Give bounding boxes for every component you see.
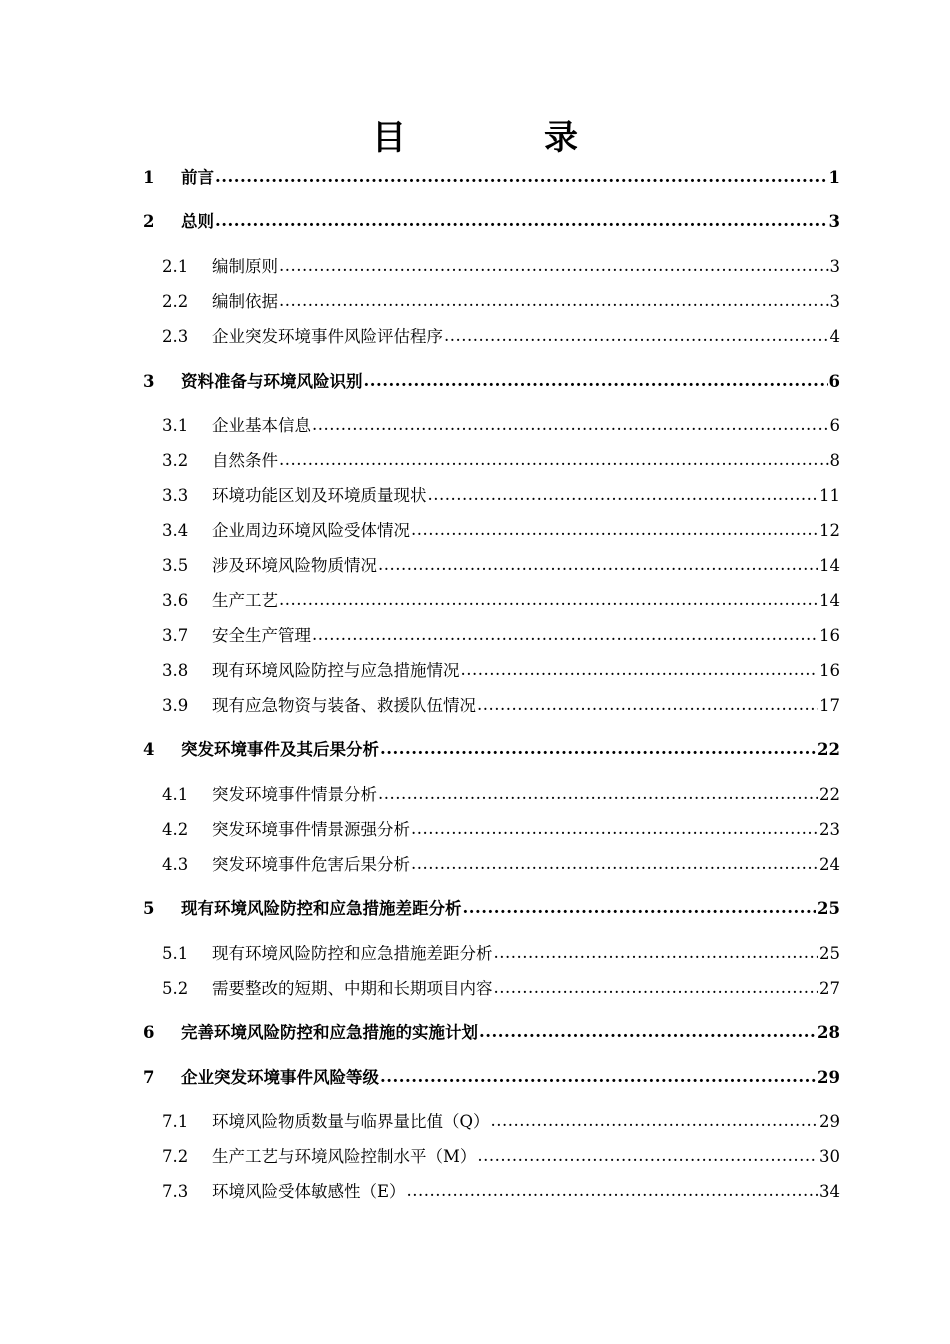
- dot-leader: [378, 782, 818, 806]
- toc-entry-page-number: 12: [819, 521, 840, 540]
- dot-leader: [411, 852, 818, 876]
- toc-entry-label: 环境风险物质数量与临界量比值（Q）: [212, 1112, 490, 1131]
- toc-entry-number: 7: [143, 1068, 155, 1087]
- toc-entry-number: 2.1: [162, 257, 189, 276]
- toc-entry-number: 4.3: [162, 855, 189, 874]
- toc-entry-label: 企业基本信息: [212, 416, 311, 435]
- toc-entry-page-number: 25: [819, 944, 840, 963]
- dot-leader: [279, 289, 829, 313]
- toc-entry-7-3[interactable]: [140, 1180, 840, 1204]
- dot-leader: [364, 369, 828, 393]
- toc-entry-page-number: 24: [819, 855, 840, 874]
- dot-leader: [380, 1065, 816, 1089]
- toc-entry-4[interactable]: [140, 738, 840, 762]
- dot-leader: [491, 1109, 818, 1133]
- toc-entry-3-4[interactable]: [140, 519, 840, 543]
- dot-leader: [378, 553, 818, 577]
- toc-entry-label: 编制依据: [212, 292, 278, 311]
- toc-entry-3-1[interactable]: [140, 414, 840, 438]
- dot-leader: [407, 1179, 818, 1203]
- toc-entry-4-1[interactable]: [140, 783, 840, 807]
- toc-entry-page-number: 6: [829, 416, 840, 435]
- toc-entry-number: 3: [143, 372, 155, 391]
- toc-entry-label: 自然条件: [212, 451, 278, 470]
- toc-entry-page-number: 23: [819, 820, 840, 839]
- dot-leader: [411, 817, 818, 841]
- toc-entry-label: 前言: [181, 168, 214, 187]
- dot-leader: [477, 1144, 818, 1168]
- toc-entry-number: 6: [143, 1023, 155, 1042]
- toc-entry-number: 5: [143, 899, 155, 918]
- toc-entry-label: 需要整改的短期、中期和长期项目内容: [212, 979, 493, 998]
- toc-entry-label: 环境功能区划及环境质量现状: [212, 486, 427, 505]
- toc-entry-page-number: 17: [819, 696, 840, 715]
- toc-entry-3-7[interactable]: [140, 624, 840, 648]
- toc-entry-number: 2.2: [162, 292, 189, 311]
- dot-leader: [279, 588, 818, 612]
- toc-entry-number: 1: [143, 168, 155, 187]
- toc-entry-label: 企业突发环境事件风险等级: [181, 1068, 379, 1087]
- toc-entry-page-number: 22: [817, 740, 840, 759]
- toc-entry-3[interactable]: [140, 370, 840, 394]
- toc-entry-7-1[interactable]: [140, 1110, 840, 1134]
- toc-entry-number: 3.2: [162, 451, 189, 470]
- toc-entry-page-number: 22: [819, 785, 840, 804]
- toc-entry-page-number: 1: [828, 168, 840, 187]
- toc-entry-page-number: 11: [819, 486, 840, 505]
- toc-entry-page-number: 14: [819, 591, 840, 610]
- toc-title: 目 录: [372, 118, 630, 158]
- toc-entry-page-number: 3: [828, 212, 840, 231]
- toc-entry-number: 3.7: [162, 626, 189, 645]
- toc-entry-page-number: 25: [817, 899, 840, 918]
- toc-entry-label: 涉及环境风险物质情况: [212, 556, 377, 575]
- dot-leader: [380, 737, 816, 761]
- toc-entry-number: 4.1: [162, 785, 189, 804]
- dot-leader: [411, 518, 818, 542]
- toc-entry-number: 3.4: [162, 521, 189, 540]
- dot-leader: [479, 1020, 816, 1044]
- toc-entry-label: 现有环境风险防控和应急措施差距分析: [212, 944, 493, 963]
- dot-leader: [444, 324, 829, 348]
- toc-entry-2[interactable]: [140, 210, 840, 234]
- toc-entry-number: 4.2: [162, 820, 189, 839]
- dot-leader: [428, 483, 819, 507]
- toc-entry-6[interactable]: [140, 1021, 840, 1045]
- toc-entry-1[interactable]: [140, 166, 840, 190]
- toc-entry-3-9[interactable]: [140, 694, 840, 718]
- toc-entry-label: 突发环境事件情景分析: [212, 785, 377, 804]
- toc-entry-page-number: 34: [819, 1182, 840, 1201]
- toc-entry-number: 5.1: [162, 944, 189, 963]
- toc-entry-page-number: 14: [819, 556, 840, 575]
- toc-entry-number: 5.2: [162, 979, 189, 998]
- toc-entry-page-number: 29: [819, 1112, 840, 1131]
- toc-entry-page-number: 8: [829, 451, 840, 470]
- toc-entry-label: 资料准备与环境风险识别: [181, 372, 363, 391]
- toc-entry-label: 生产工艺与环境风险控制水平（M）: [212, 1147, 477, 1166]
- toc-entry-label: 生产工艺: [212, 591, 278, 610]
- dot-leader: [477, 693, 818, 717]
- toc-entry-5-2[interactable]: [140, 977, 840, 1001]
- toc-entry-page-number: 6: [828, 372, 840, 391]
- toc-entry-number: 7.2: [162, 1147, 189, 1166]
- toc-entry-page-number: 30: [819, 1147, 840, 1166]
- toc-entry-page-number: 16: [819, 626, 840, 645]
- toc-entry-3-5[interactable]: [140, 554, 840, 578]
- toc-entry-number: 3.8: [162, 661, 189, 680]
- toc-entry-number: 4: [143, 740, 155, 759]
- toc-entry-number: 7.1: [162, 1112, 189, 1131]
- toc-entry-5-1[interactable]: [140, 942, 840, 966]
- toc-entry-number: 3.3: [162, 486, 189, 505]
- toc-entry-label: 突发环境事件及其后果分析: [181, 740, 379, 759]
- toc-entry-page-number: 3: [829, 257, 840, 276]
- dot-leader: [312, 413, 829, 437]
- toc-entry-4-2[interactable]: [140, 818, 840, 842]
- toc-entry-label: 现有应急物资与装备、救援队伍情况: [212, 696, 476, 715]
- dot-leader: [494, 941, 819, 965]
- toc-entry-number: 2.3: [162, 327, 189, 346]
- toc-entry-label: 突发环境事件危害后果分析: [212, 855, 410, 874]
- toc-entry-3-8[interactable]: [140, 659, 840, 683]
- toc-entry-5[interactable]: [140, 897, 840, 921]
- toc-entry-number: 3.6: [162, 591, 189, 610]
- toc-entry-label: 完善环境风险防控和应急措施的实施计划: [181, 1023, 478, 1042]
- dot-leader: [279, 448, 829, 472]
- toc-entry-number: 3.5: [162, 556, 189, 575]
- toc-entry-2-3[interactable]: [140, 325, 840, 349]
- toc-entry-label: 企业周边环境风险受体情况: [212, 521, 410, 540]
- toc-entry-page-number: 16: [819, 661, 840, 680]
- toc-entry-7-2[interactable]: [140, 1145, 840, 1169]
- toc-entry-2-2[interactable]: [140, 290, 840, 314]
- toc-entry-label: 企业突发环境事件风险评估程序: [212, 327, 443, 346]
- toc-entry-number: 3.1: [162, 416, 189, 435]
- toc-entry-label: 突发环境事件情景源强分析: [212, 820, 410, 839]
- toc-entry-7[interactable]: [140, 1066, 840, 1090]
- toc-entry-label: 现有环境风险防控和应急措施差距分析: [181, 899, 462, 918]
- toc-entry-3-2[interactable]: [140, 449, 840, 473]
- toc-entry-number: 3.9: [162, 696, 189, 715]
- toc-entry-page-number: 3: [829, 292, 840, 311]
- dot-leader: [461, 658, 819, 682]
- dot-leader: [312, 623, 818, 647]
- dot-leader: [215, 209, 828, 233]
- toc-entry-4-3[interactable]: [140, 853, 840, 877]
- toc-entry-label: 安全生产管理: [212, 626, 311, 645]
- toc-entry-page-number: 28: [817, 1023, 840, 1042]
- dot-leader: [463, 896, 817, 920]
- toc-entry-2-1[interactable]: [140, 255, 840, 279]
- toc-entry-label: 环境风险受体敏感性（E）: [212, 1182, 406, 1201]
- toc-entry-label: 编制原则: [212, 257, 278, 276]
- dot-leader: [215, 165, 828, 189]
- toc-entry-number: 2: [143, 212, 155, 231]
- toc-entry-page-number: 4: [829, 327, 840, 346]
- toc-entry-page-number: 29: [817, 1068, 840, 1087]
- toc-entry-page-number: 27: [819, 979, 840, 998]
- dot-leader: [279, 254, 829, 278]
- toc-entry-3-3[interactable]: [140, 484, 840, 508]
- toc-entry-number: 7.3: [162, 1182, 189, 1201]
- toc-entry-label: 总则: [181, 212, 214, 231]
- dot-leader: [494, 976, 819, 1000]
- toc-entry-3-6[interactable]: [140, 589, 840, 613]
- toc-entry-label: 现有环境风险防控与应急措施情况: [212, 661, 460, 680]
